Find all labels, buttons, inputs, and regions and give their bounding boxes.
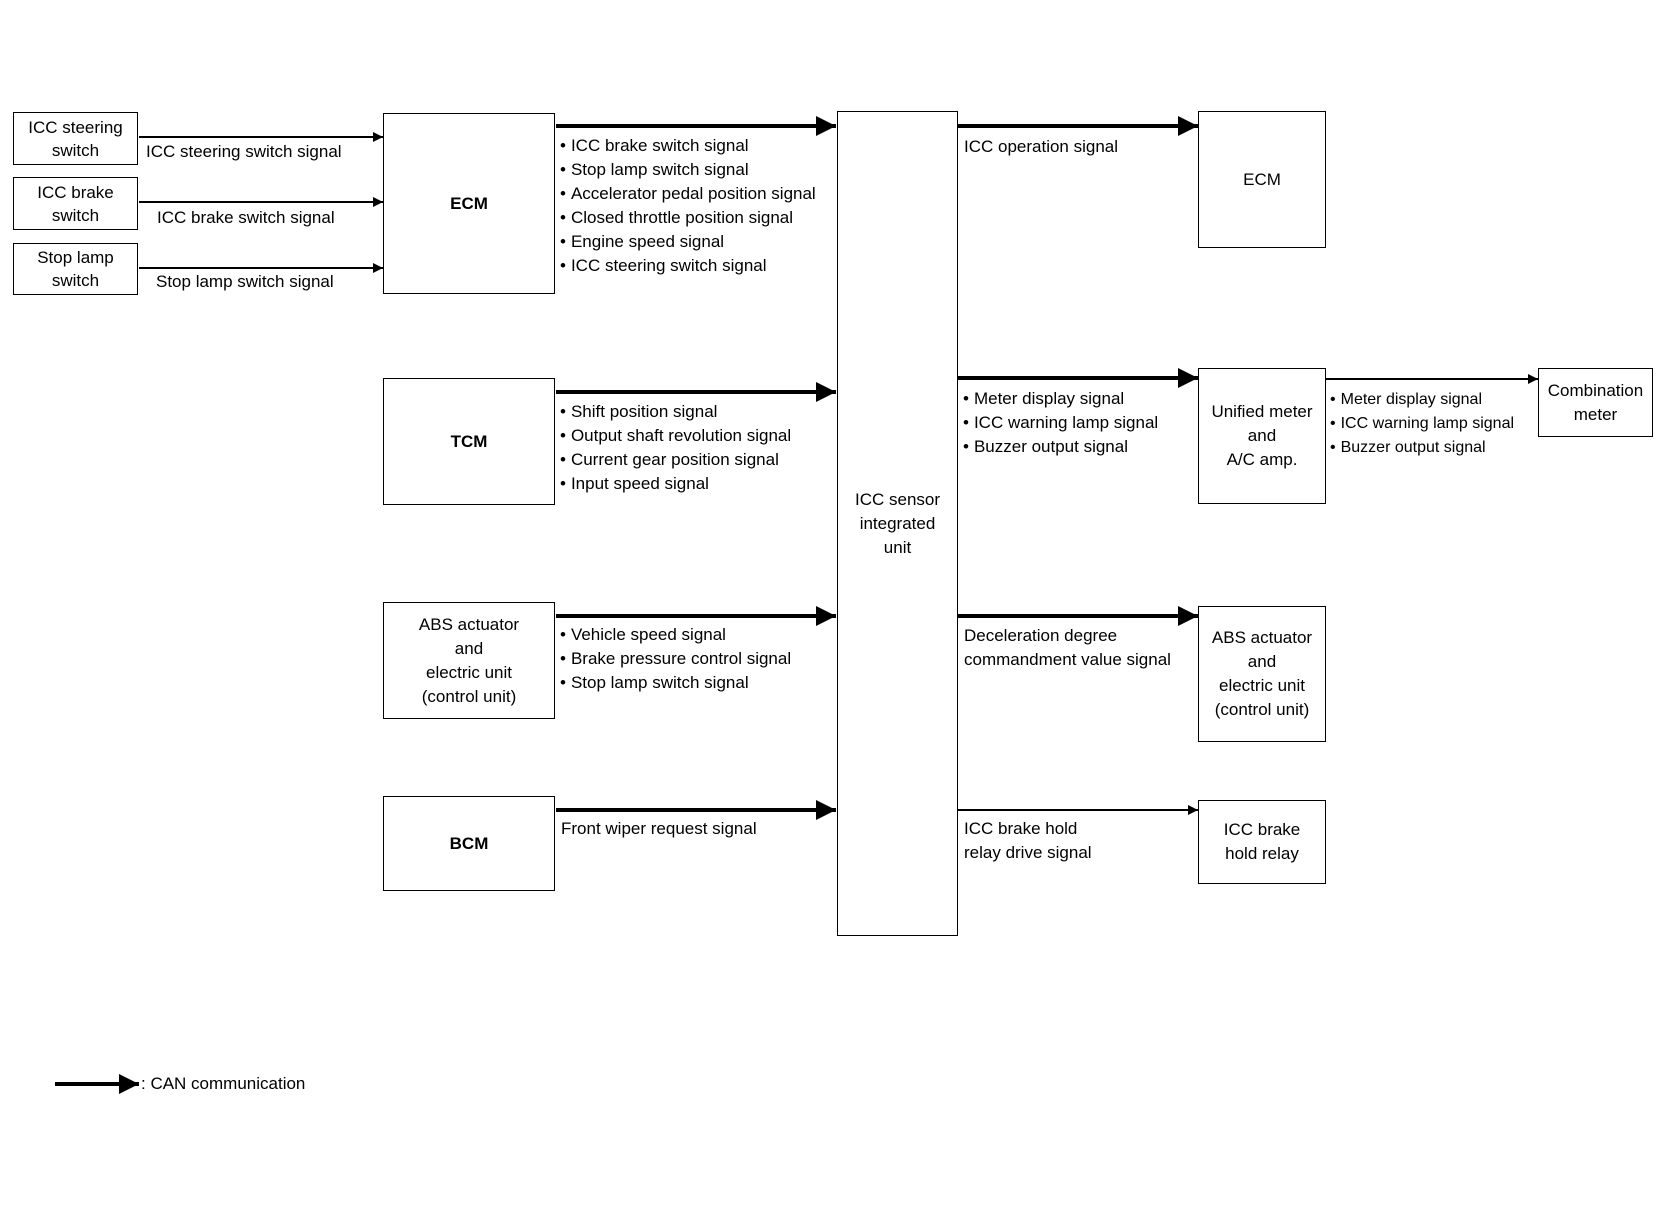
ecm-signal-item: • ICC steering switch signal	[560, 254, 816, 278]
ecm-signal-item: • Engine speed signal	[560, 230, 816, 254]
tcm-signal-item: • Shift position signal	[560, 400, 791, 424]
stop-lamp-switch-signal-label: Stop lamp switch signal	[156, 272, 334, 291]
ecm-signal-item: • Closed throttle position signal	[560, 206, 816, 230]
stop-lamp-switch-block	[13, 243, 138, 295]
meter-signal-item: • Buzzer output signal	[963, 435, 1158, 459]
abs-input-block	[383, 602, 555, 719]
meter-signal-list	[963, 387, 1158, 459]
tcm-signal-item: • Input speed signal	[560, 472, 791, 496]
legend-label: : CAN communication	[141, 1074, 306, 1093]
ecm-input-block	[383, 113, 555, 294]
abs-output-label: ABS actuator and electric unit (control unit)	[1211, 628, 1313, 719]
combination-meter-block	[1538, 368, 1653, 437]
icc-brake-hold-relay-block	[1198, 800, 1326, 884]
ecm-signal-item: • Accelerator pedal position signal	[560, 182, 816, 206]
icc-steering-switch-block	[13, 112, 138, 165]
meter-signal-item: • Meter display signal	[963, 387, 1158, 411]
icc-steering-switch-label: ICC steering switch	[28, 117, 123, 160]
combination-signal-item: • ICC warning lamp signal	[1330, 412, 1514, 436]
icc-brake-switch-label: ICC brake switch	[37, 182, 114, 225]
ecm-output-block	[1198, 111, 1326, 248]
icc-sensor-integrated-unit	[837, 111, 958, 936]
ecm-output-label: ECM	[1243, 169, 1281, 189]
icc-brake-hold-relay-label: ICC brake hold relay	[1223, 820, 1301, 863]
tcm-signal-list	[560, 400, 791, 496]
abs-output-block	[1198, 606, 1326, 742]
combination-signal-list	[1330, 388, 1514, 460]
ecm-input-label: ECM	[450, 193, 488, 213]
tcm-block	[383, 378, 555, 505]
combination-meter-label: Combination meter	[1547, 380, 1644, 424]
stop-lamp-switch-label: Stop lamp switch	[37, 248, 114, 290]
deceleration-signal-label: Deceleration degree commandment value signal	[964, 626, 1171, 669]
ecm-signal-item: • Stop lamp switch signal	[560, 158, 816, 182]
abs-signal-list	[560, 623, 791, 695]
abs-input-label: ABS actuator and electric unit (control unit)	[418, 614, 520, 706]
abs-signal-item: • Stop lamp switch signal	[560, 671, 791, 695]
icc-sensor-label: ICC sensor integrated unit	[854, 489, 941, 557]
bcm-block	[383, 796, 555, 891]
combination-signal-item: • Buzzer output signal	[1330, 436, 1514, 460]
meter-signal-item: • ICC warning lamp signal	[963, 411, 1158, 435]
unified-meter-block	[1198, 368, 1326, 504]
bcm-label: BCM	[449, 833, 489, 853]
bcm-signal-label: Front wiper request signal	[561, 819, 757, 838]
abs-signal-item: • Vehicle speed signal	[560, 623, 791, 647]
ecm-signal-list	[560, 134, 816, 278]
brake-hold-signal-label: ICC brake hold relay drive signal	[964, 819, 1092, 862]
ecm-signal-item: • ICC brake switch signal	[560, 134, 816, 158]
tcm-signal-item: • Output shaft revolution signal	[560, 424, 791, 448]
icc-brake-switch-signal-label: ICC brake switch signal	[157, 208, 335, 227]
unified-meter-label: Unified meter and A/C amp.	[1211, 402, 1313, 469]
abs-signal-item: • Brake pressure control signal	[560, 647, 791, 671]
icc-operation-signal-label: ICC operation signal	[964, 137, 1119, 156]
combination-signal-item: • Meter display signal	[1330, 388, 1514, 412]
tcm-label: TCM	[450, 431, 488, 451]
tcm-signal-item: • Current gear position signal	[560, 448, 791, 472]
icc-steering-switch-signal-label: ICC steering switch signal	[146, 142, 342, 161]
icc-brake-switch-block	[13, 177, 138, 230]
